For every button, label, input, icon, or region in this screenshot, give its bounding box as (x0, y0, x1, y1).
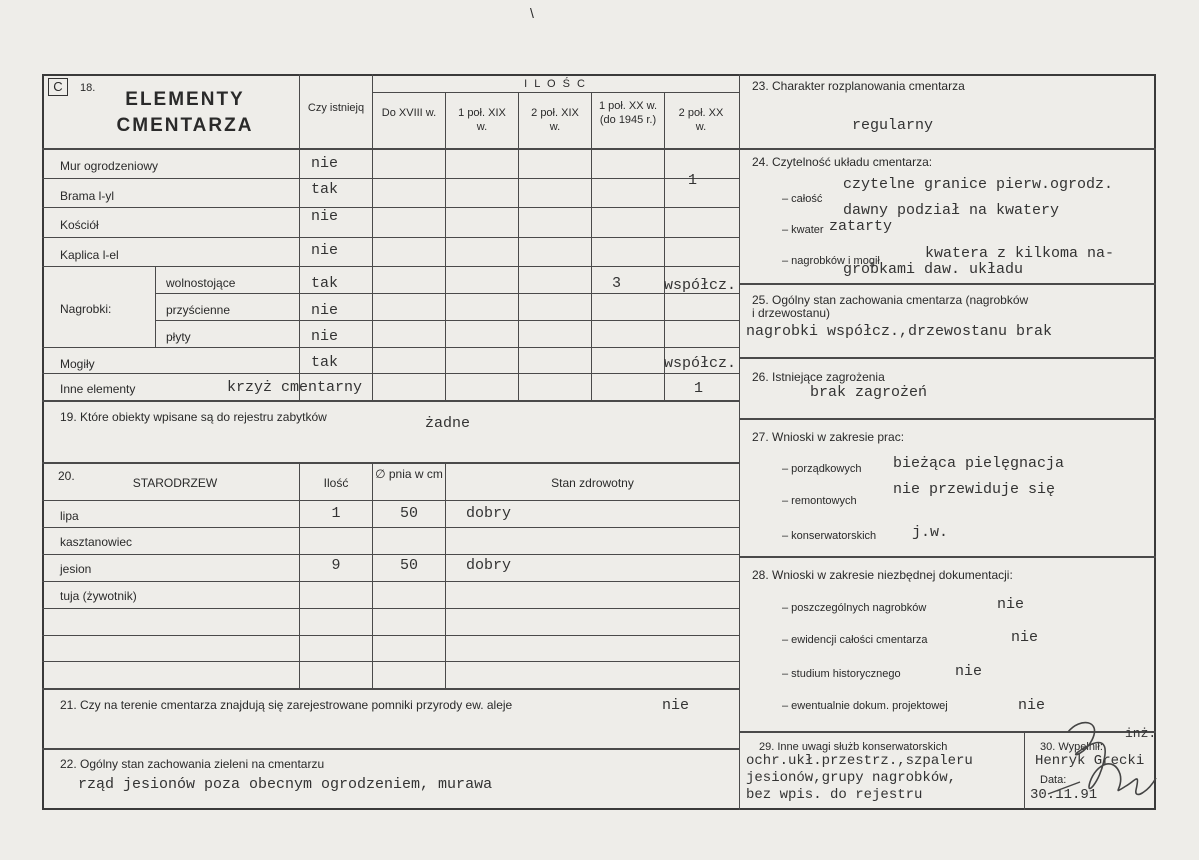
column-divider (739, 74, 740, 810)
quantity-value: 1 (688, 172, 698, 189)
divider (42, 748, 739, 750)
column-header: Stan zdrowotny (551, 476, 634, 490)
divider (591, 92, 592, 400)
section-29-value: jesionów,grupy nagrobków, (746, 770, 957, 786)
section-28-value: nie (1011, 629, 1039, 646)
column-header: Ilość (323, 476, 349, 490)
section-29-value: bez wpis. do rejestru (746, 787, 923, 803)
column-header: ∅ pnia w cm (375, 467, 443, 481)
divider (372, 92, 739, 93)
section-20-title: STARODRZEW (132, 476, 218, 490)
tree-name: kasztanowiec (60, 535, 133, 549)
column-header: Do XVIII w. (381, 107, 437, 119)
divider (739, 283, 1156, 285)
section-28-label: 28. Wnioski w zakresie niezbędnej dokumentacji: (752, 568, 1013, 582)
divider (155, 320, 739, 321)
row-label: Mur ogrodzeniowy (60, 159, 159, 173)
row-label: Brama l-yl (60, 189, 115, 203)
divider (42, 554, 739, 555)
divider (739, 357, 1156, 359)
page-title: ELEMENTY (125, 89, 245, 110)
row-label: przyścienne (166, 303, 231, 317)
row-label: Kaplica l-el (60, 248, 119, 262)
divider (42, 148, 739, 150)
section-22-value: rząd jesionów poza obecnym ogrodzeniem, murawa (78, 776, 493, 793)
column-header: 2 poł. XIX w. (531, 107, 579, 133)
section-19-value: żadne (425, 415, 471, 432)
handwritten-signature (1040, 712, 1160, 808)
divider (42, 462, 739, 464)
divider (42, 237, 739, 238)
divider (299, 462, 300, 688)
section-24-value: czytelne granice pierw.ogrodz. (843, 176, 1114, 193)
tree-diam: 50 (399, 557, 418, 574)
divider (739, 148, 1156, 150)
section-21-value: nie (662, 697, 690, 714)
section-27-value: bieżąca pielęgnacja (893, 455, 1065, 472)
divider (1024, 731, 1025, 810)
section-25-label: i drzewostanu) (752, 306, 831, 320)
section-24-value: kwatera z kilkoma na- (925, 245, 1115, 262)
row-label: wolnostojące (166, 276, 236, 290)
section-24-field-label: – nagrobków i mogił (782, 255, 880, 267)
divider (42, 688, 739, 690)
signer-name: Henryk Grecki (1035, 753, 1145, 769)
divider (42, 347, 739, 348)
divider (739, 556, 1156, 558)
section-28-field-label: – poszczególnych nagrobków (782, 602, 927, 614)
tree-diam: 50 (399, 505, 418, 522)
tree-name: lipa (60, 509, 79, 523)
section-27-field-label: – remontowych (782, 495, 857, 507)
divider (445, 462, 446, 688)
divider (42, 500, 739, 501)
tree-qty: 1 (331, 505, 341, 522)
section-27-value: nie przewiduje się (893, 481, 1056, 498)
exists-value: tak (311, 275, 339, 292)
exists-value: tak (311, 354, 339, 371)
page-title: CMENTARZA (116, 115, 254, 136)
row-label: Inne elementy (60, 382, 136, 396)
column-header: 2 poł. XX w. (678, 107, 724, 133)
section-27-field-label: – porządkowych (782, 463, 862, 475)
exists-value: nie (311, 155, 339, 172)
section-27-label: 27. Wnioski w zakresie prac: (752, 430, 905, 444)
date-label: Data: (1040, 774, 1067, 786)
section-23-label: 23. Charakter rozplanowania cmentarza (752, 79, 965, 93)
column-header-exists: Czy istniejq (307, 102, 365, 114)
divider (42, 581, 739, 582)
section-25-label: 25. Ogólny stan zachowania cmentarza (nagrobków (752, 293, 1029, 307)
section-25-value: nagrobki współcz.,drzewostanu brak (746, 323, 1053, 340)
quantity-value: współcz. (664, 277, 737, 294)
section-20-number: 20. (58, 469, 75, 483)
section-23-value: regularny (852, 117, 934, 134)
section-24-value: dawny podział na kwatery (843, 202, 1060, 219)
quantity-value: 3 (612, 275, 622, 292)
divider (518, 92, 519, 400)
exists-value: krzyż cmentarny (227, 379, 363, 396)
exists-value: tak (311, 181, 339, 198)
divider (42, 608, 739, 609)
section-28-value: nie (1018, 697, 1046, 714)
section-28-value: nie (997, 596, 1025, 613)
divider (42, 527, 739, 528)
date-value: 30.11.91 (1030, 787, 1098, 803)
quantity-value: współcz. (664, 355, 737, 372)
section-number: 18. (80, 82, 96, 94)
row-label: Kościół (60, 218, 99, 232)
section-22-label: 22. Ogólny stan zachowania zieleni na cmentarzu (60, 757, 325, 771)
signer-title: inż. (1125, 726, 1157, 741)
section-27-value: j.w. (912, 524, 949, 541)
column-header: 1 poł. XIX w. (458, 107, 506, 133)
divider (155, 266, 156, 347)
row-label: Nagrobki: (60, 302, 112, 316)
column-header-quantity: I L O Ś C (524, 78, 587, 90)
section-28-field-label: – ewentualnie dokum. projektowej (782, 700, 948, 712)
section-24-value: zatarty (829, 218, 893, 235)
box-letter: C (48, 78, 68, 96)
section-24-value: grobkami daw. układu (843, 261, 1024, 278)
divider (42, 373, 739, 374)
divider (42, 635, 739, 636)
section-29-value: ochr.ukł.przestrz.,szpaleru (746, 753, 973, 769)
section-26-label: 26. Istniejące zagrożenia (752, 370, 885, 384)
tree-name: jesion (60, 562, 92, 576)
divider (155, 293, 739, 294)
exists-value: nie (311, 302, 339, 319)
exists-value: nie (311, 242, 339, 259)
punch-mark: \ (530, 5, 534, 21)
quantity-value: 1 (694, 380, 704, 397)
divider (42, 178, 739, 179)
section-28-field-label: – studium historycznego (782, 668, 901, 680)
row-label: Mogiły (60, 357, 95, 371)
section-19-label: 19. Które obiekty wpisane są do rejestru zabytków (60, 410, 327, 424)
tree-name: tuja (żywotnik) (60, 589, 137, 603)
section-24-field-label: – kwater (782, 224, 824, 236)
section-26-value: brak zagrożeń (810, 384, 928, 401)
section-28-value: nie (955, 663, 983, 680)
section-24-field-label: – całość (782, 193, 823, 205)
column-header: 1 poł. XX w. (do 1945 r.) (598, 100, 658, 126)
tree-health: dobry (466, 557, 512, 574)
exists-value: nie (311, 328, 339, 345)
divider (372, 462, 373, 688)
divider (42, 661, 739, 662)
exists-value: nie (311, 208, 339, 225)
section-28-field-label: – ewidencji całości cmentarza (782, 634, 928, 646)
section-30-label: 30. Wypełnił: (1040, 741, 1103, 753)
tree-health: dobry (466, 505, 512, 522)
tree-qty: 9 (331, 557, 341, 574)
section-29-label: 29. Inne uwagi służb konserwatorskich (759, 741, 948, 753)
divider (42, 266, 739, 267)
section-27-field-label: – konserwatorskich (782, 530, 877, 542)
section-24-label: 24. Czytelność układu cmentarza: (752, 155, 933, 169)
divider (42, 207, 739, 208)
row-label: płyty (166, 330, 191, 344)
divider (445, 92, 446, 400)
divider (739, 418, 1156, 420)
section-21-label: 21. Czy na terenie cmentarza znajdują się zarejestrowane pomniki przyrody ew. aleje (60, 698, 513, 712)
divider (42, 400, 739, 402)
divider (664, 92, 665, 400)
